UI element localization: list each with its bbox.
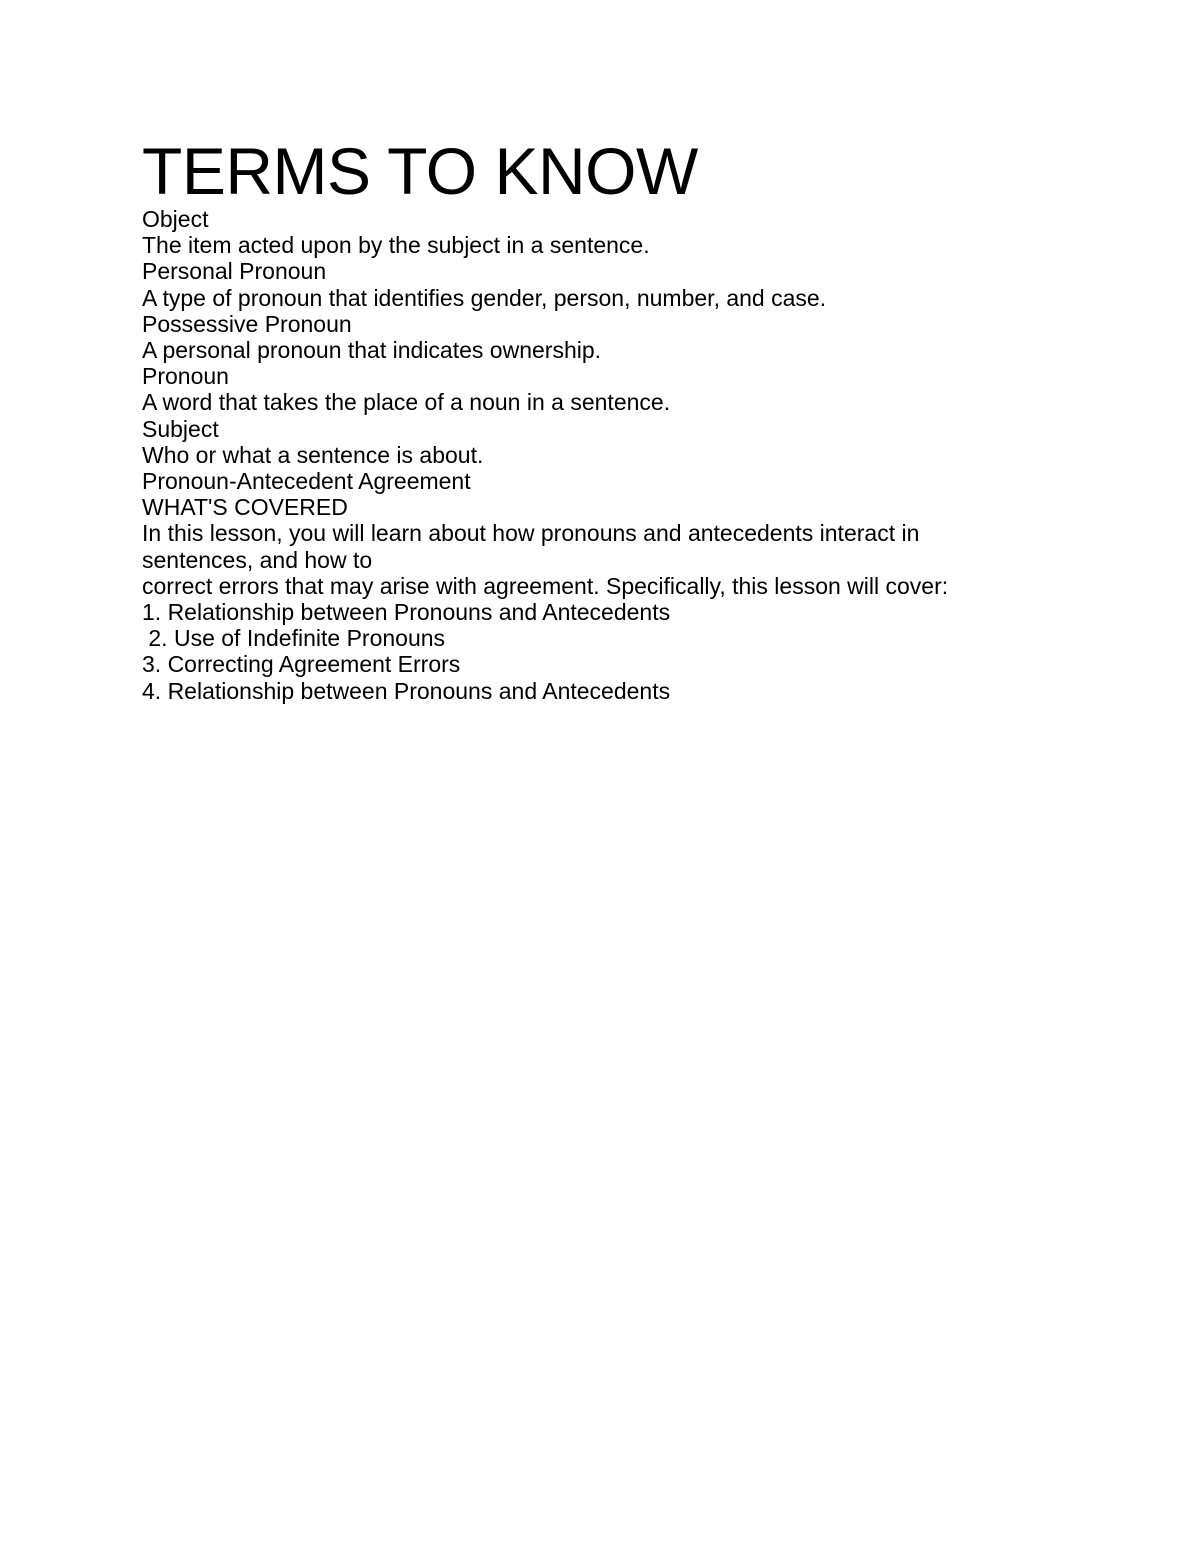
term-name: Personal Pronoun: [142, 258, 327, 285]
term-definition: A type of pronoun that identifies gender, person, number, and case.: [142, 284, 827, 311]
term-definition: A word that takes the place of a noun in a sentence.: [142, 389, 671, 416]
term-name: Pronoun: [142, 363, 229, 390]
intro-line: sentences, and how to: [142, 546, 373, 573]
topic-item: 2. Use of Indefinite Pronouns: [142, 625, 446, 652]
lesson-title: Pronoun-Antecedent Agreement: [142, 468, 471, 495]
intro-line: correct errors that may arise with agreement. Specifically, this lesson will cover:: [142, 572, 949, 599]
intro-line: In this lesson, you will learn about how pronouns and antecedents interact in: [142, 520, 920, 547]
page-title: TERMS TO KNOW: [142, 134, 698, 208]
topic-item: 1. Relationship between Pronouns and Antecedents: [142, 599, 671, 626]
term-definition: A personal pronoun that indicates ownership.: [142, 337, 602, 364]
lesson-intro: [142, 520, 1102, 599]
terms-list: [142, 206, 1102, 468]
term-definition: Who or what a sentence is about.: [142, 441, 484, 468]
term-definition: The item acted upon by the subject in a sentence.: [142, 232, 650, 259]
topic-item: 3. Correcting Agreement Errors: [142, 651, 461, 678]
term-name: Subject: [142, 415, 219, 442]
document-page: [142, 130, 1102, 704]
term-name: Object: [142, 206, 209, 232]
topic-item: 4. Relationship between Pronouns and Antecedents: [142, 677, 671, 704]
covered-heading: WHAT'S COVERED: [142, 494, 348, 521]
term-name: Possessive Pronoun: [142, 310, 352, 337]
topics-list: [142, 599, 1102, 704]
